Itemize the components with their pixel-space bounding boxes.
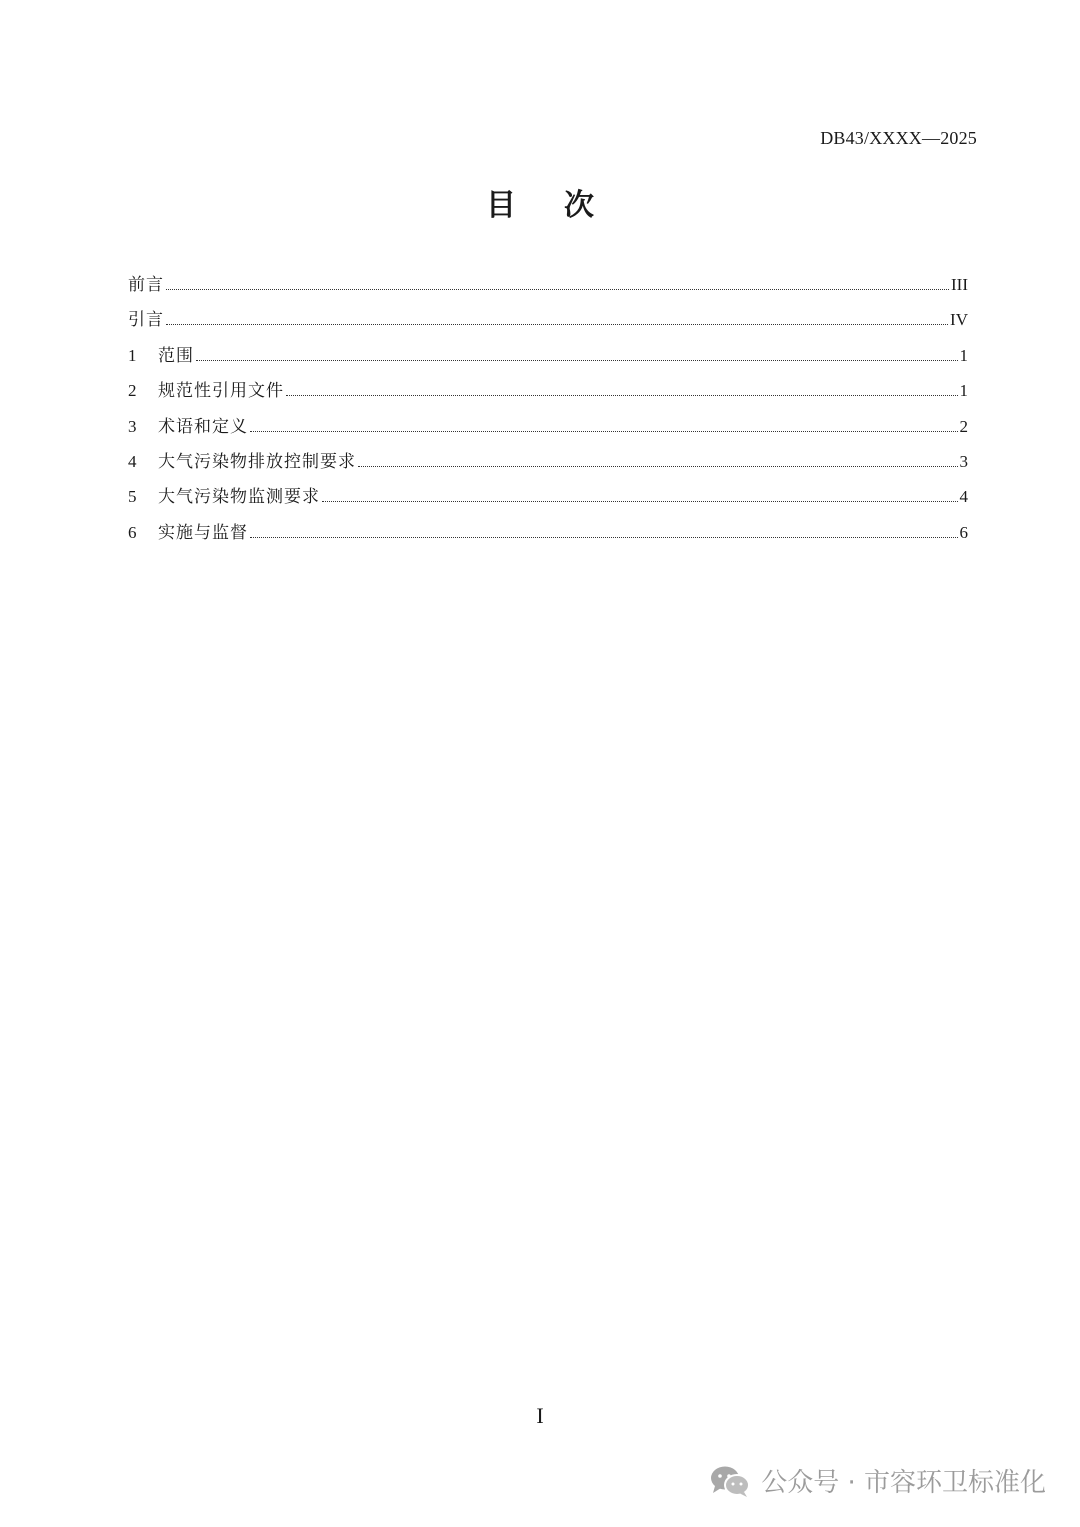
toc-leader-dots bbox=[358, 465, 958, 467]
document-code: DB43/XXXX—2025 bbox=[820, 128, 977, 148]
toc-entry[interactable] bbox=[128, 341, 968, 376]
toc-entry-number: 2 bbox=[128, 381, 137, 401]
toc-entry-page: 1 bbox=[959, 345, 968, 365]
wechat-icon bbox=[709, 1464, 751, 1498]
toc-entry-page: IV bbox=[950, 310, 968, 330]
toc-leader-dots bbox=[286, 394, 958, 396]
toc-title-char-1: 目 bbox=[486, 188, 516, 223]
watermark bbox=[709, 1462, 1046, 1499]
toc-entry-number: 6 bbox=[128, 522, 137, 542]
toc-entry-label: 范围 bbox=[158, 345, 194, 366]
table-of-contents bbox=[128, 270, 968, 553]
toc-entry-page: 6 bbox=[959, 522, 968, 542]
toc-entry-number: 1 bbox=[128, 345, 137, 365]
toc-entry-label: 引言 bbox=[128, 310, 164, 331]
toc-leader-dots bbox=[166, 288, 949, 290]
toc-entry-label: 前言 bbox=[128, 275, 164, 295]
toc-entry[interactable] bbox=[128, 270, 968, 305]
toc-entry[interactable] bbox=[128, 376, 968, 411]
toc-title-char-2: 次 bbox=[564, 188, 594, 223]
toc-leader-dots bbox=[250, 536, 958, 538]
toc-entry-number: 5 bbox=[128, 487, 137, 507]
toc-title bbox=[0, 180, 1080, 224]
toc-entry-number: 4 bbox=[128, 451, 137, 471]
toc-entry-label: 规范性引用文件 bbox=[158, 381, 284, 402]
toc-entry[interactable] bbox=[128, 518, 968, 553]
toc-leader-dots bbox=[250, 430, 958, 432]
toc-entry-page: III bbox=[951, 275, 968, 294]
toc-entry-page: 1 bbox=[959, 381, 968, 401]
toc-entry[interactable] bbox=[128, 305, 968, 340]
toc-leader-dots bbox=[166, 323, 948, 325]
toc-entry-page: 2 bbox=[959, 416, 968, 436]
toc-entry[interactable] bbox=[128, 447, 968, 482]
toc-entry[interactable] bbox=[128, 412, 968, 447]
toc-leader-dots bbox=[322, 500, 958, 502]
toc-leader-dots bbox=[196, 359, 958, 361]
toc-entry-label: 大气污染物排放控制要求 bbox=[158, 451, 356, 472]
toc-entry-page: 3 bbox=[959, 451, 968, 471]
toc-entry-label: 术语和定义 bbox=[158, 416, 248, 437]
page-number: I bbox=[536, 1403, 544, 1428]
toc-entry[interactable] bbox=[128, 482, 968, 517]
toc-entry-page: 4 bbox=[959, 487, 968, 507]
toc-entry-label: 大气污染物监测要求 bbox=[158, 487, 320, 508]
toc-entry-number: 3 bbox=[128, 416, 137, 436]
toc-entry-label: 实施与监督 bbox=[158, 522, 248, 543]
watermark-text: 公众号 · 市容环卫标准化 bbox=[761, 1468, 1046, 1498]
